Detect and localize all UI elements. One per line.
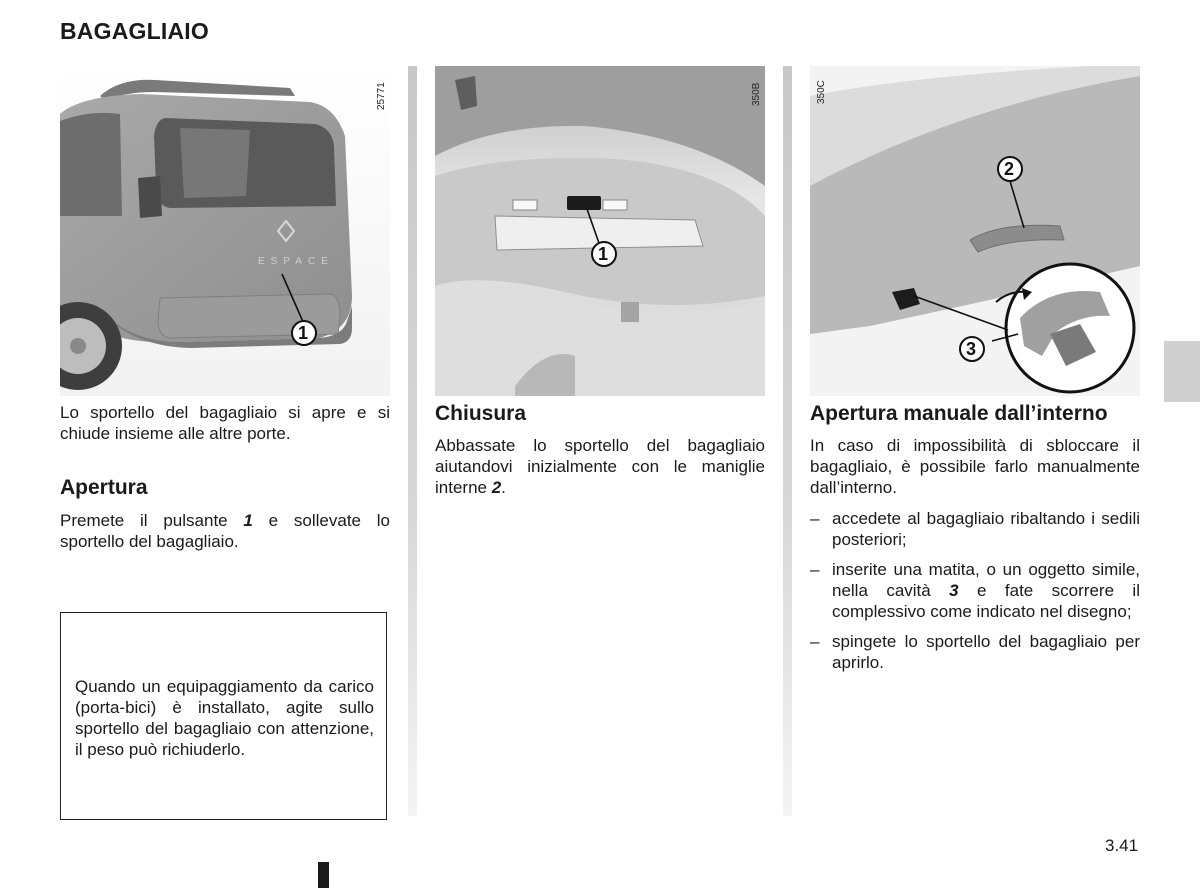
page-number: 3.41 [1105, 836, 1139, 855]
warning-box [60, 612, 387, 820]
apertura-heading: Apertura [60, 476, 148, 499]
figure-tailgate-underside [435, 66, 765, 396]
figure-code: 350B [751, 82, 762, 106]
apertura-manuale-intro: In caso di impossibilità di sbloccare il bagagliaio, è possibile farlo manualmente dall’interno. [810, 436, 1140, 497]
svg-text:1: 1 [598, 244, 609, 264]
warning-text: Quando un equipaggiamento da carico (porta-bici) è installato, agite sullo sportello del bagagliaio con attenzione, il peso può richiuderlo. [75, 677, 374, 759]
list-item: – accedete al bagagliaio ribaltando i sedili posteriori; [810, 509, 1140, 549]
svg-text:2: 2 [1004, 159, 1015, 179]
column-divider [783, 66, 792, 816]
apertura-paragraph: Premete il pulsante 1 e sollevate lo sportello del bagagliaio. [60, 511, 391, 551]
callout-1 [292, 321, 316, 345]
list-item: – inserite una matita, o un oggetto simile, nella cavità 3 e fate scorrere il complessivo come indicato nel disegno; [810, 560, 1140, 621]
svg-text:3: 3 [966, 339, 977, 359]
page-title: BAGAGLIAIO [60, 18, 209, 44]
steps-list [810, 508, 1140, 682]
chiusura-paragraph: Abbassate lo sportello del bagagliaio aiutandovi inizialmente con le maniglie interne 2. [435, 436, 765, 497]
chiusura-heading: Chiusura [435, 402, 527, 425]
binding-mark [318, 862, 329, 888]
figure-code: 350C [816, 80, 827, 104]
list-item: – spingete lo sportello del bagagliaio per aprirlo. [810, 632, 1140, 672]
apertura-manuale-heading: Apertura manuale dall’interno [810, 402, 1108, 425]
column-divider [408, 66, 417, 816]
callout-1 [592, 242, 616, 266]
svg-text:ESPACE: ESPACE [258, 256, 334, 267]
figure-code: 25771 [376, 82, 387, 110]
callout-3 [960, 337, 984, 361]
figure-interior-release [810, 66, 1140, 396]
section-tab [1164, 341, 1200, 402]
callout-2 [998, 157, 1022, 181]
figure-rear-car [60, 66, 390, 396]
intro-paragraph: Lo sportello del bagagliaio si apre e si chiude insieme alle altre porte. [60, 403, 390, 443]
svg-text:1: 1 [298, 323, 309, 343]
